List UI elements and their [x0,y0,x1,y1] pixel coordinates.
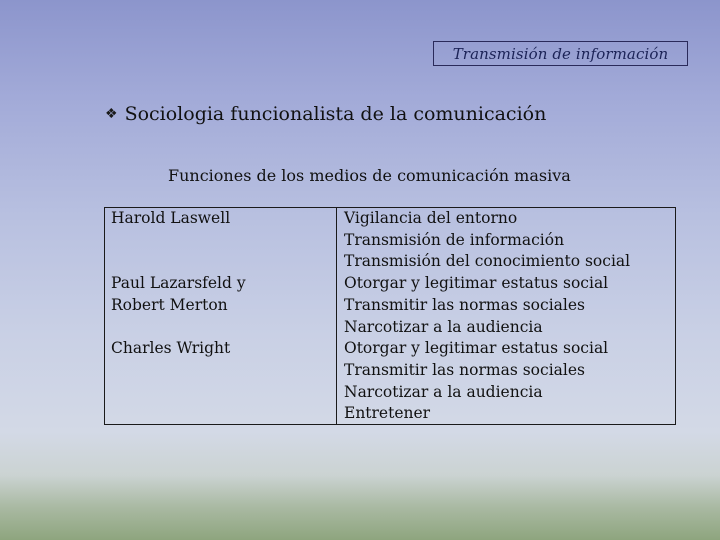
diamond-bullet-icon: ❖ [105,106,118,122]
section-title-text: Sociologia funcionalista de la comunicación [124,103,547,125]
functions-column [338,208,675,424]
header-title: Transmisión de información [452,44,669,63]
function-item: Narcotizar a la audiencia [344,382,543,401]
header-title-box [433,41,688,66]
section-heading [105,101,546,127]
function-item: Transmitir las normas sociales [344,295,585,314]
author-cell [111,338,230,360]
function-item: Otorgar y legitimar estatus social [344,274,609,293]
authors-column [105,208,337,424]
functions-table [104,207,676,425]
function-item: Entretener [344,404,431,423]
author-line: Charles Wright [111,339,231,357]
function-item: Transmisión de información [344,230,565,249]
table-caption: Funciones de los medios de comunicación masiva [168,166,571,185]
author-line: Harold Laswell [111,209,231,227]
author-cell [111,208,230,230]
function-item: Transmisión del conocimiento social [344,252,631,271]
author-line: Robert Merton [111,295,228,314]
function-item: Narcotizar a la audiencia [344,317,543,336]
function-item: Transmitir las normas sociales [344,360,585,379]
function-item: Vigilancia del entorno [344,209,518,227]
author-line: Paul Lazarsfeld y [111,274,246,292]
author-cell [111,273,246,316]
function-item: Otorgar y legitimar estatus social [344,339,609,358]
functions-list [344,208,630,425]
